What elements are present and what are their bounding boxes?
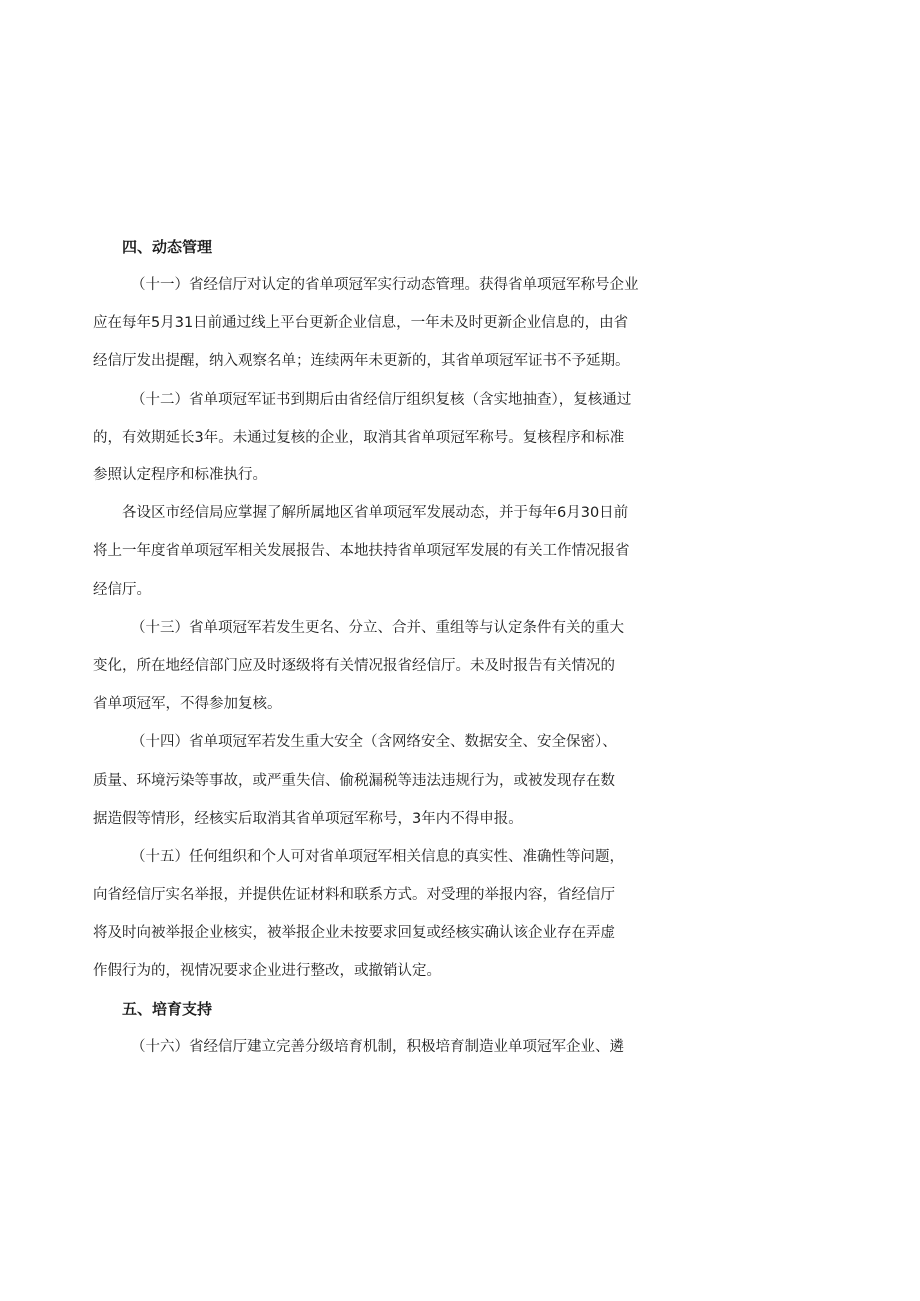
paragraph-line: 将上一年度省单项冠军相关发展报告、本地扶持省单项冠军发展的有关工作情况报省 — [93, 543, 630, 559]
paragraph-line: 作假行为的，视情况要求企业进行整改，或撤销认定。 — [93, 963, 441, 979]
paragraph-line: 质量、环境污染等事故，或严重失信、偷税漏税等违法违规行为，或被发现存在数 — [93, 773, 615, 789]
paragraph-line: 参照认定程序和标准执行。 — [93, 467, 267, 483]
paragraph-line: 将及时向被举报企业核实，被举报企业未按要求回复或经核实确认该企业存在弄虚 — [93, 925, 615, 941]
paragraph-line: 省单项冠军，不得参加复核。 — [93, 696, 282, 712]
paragraph-line: （十二）省单项冠军证书到期后由省经信厅组织复核（含实地抽查），复核通过 — [131, 392, 632, 408]
paragraph-line: 的，有效期延长3年。未通过复核的企业，取消其省单项冠军称号。复核程序和标准 — [93, 430, 625, 446]
paragraph-line: （十四）省单项冠军若发生重大安全（含网络安全、数据安全、安全保密）、 — [131, 734, 617, 750]
paragraph-line: （十三）省单项冠军若发生更名、分立、合并、重组等与认定条件有关的重大 — [131, 620, 624, 636]
paragraph-line: （十五）任何组织和个人可对省单项冠军相关信息的真实性、准确性等问题， — [131, 849, 624, 865]
paragraph-line: 经信厅。 — [93, 582, 151, 598]
paragraph-line: 据造假等情形，经核实后取消其省单项冠军称号，3年内不得申报。 — [93, 811, 523, 827]
paragraph-line: 向省经信厅实名举报，并提供佐证材料和联系方式。对受理的举报内容，省经信厅 — [93, 887, 615, 903]
paragraph-line: 经信厅发出提醒，纳入观察名单；连续两年未更新的，其省单项冠军证书不予延期。 — [93, 353, 630, 369]
section-heading-dynamic-management: 四、动态管理 — [122, 238, 213, 256]
section-heading-cultivation-support: 五、培育支持 — [122, 1000, 213, 1018]
paragraph-line: （十一）省经信厅对认定的省单项冠军实行动态管理。获得省单项冠军称号企业 — [131, 277, 639, 293]
paragraph-line: 各设区市经信局应掌握了解所属地区省单项冠军发展动态，并于每年6月30日前 — [122, 505, 629, 521]
paragraph-line: 变化，所在地经信部门应及时逐级将有关情况报省经信厅。未及时报告有关情况的 — [93, 658, 615, 674]
paragraph-line: （十六）省经信厅建立完善分级培育机制，积极培育制造业单项冠军企业、遴 — [131, 1039, 624, 1055]
paragraph-line: 应在每年5月31日前通过线上平台更新企业信息，一年未及时更新企业信息的，由省 — [93, 315, 629, 331]
